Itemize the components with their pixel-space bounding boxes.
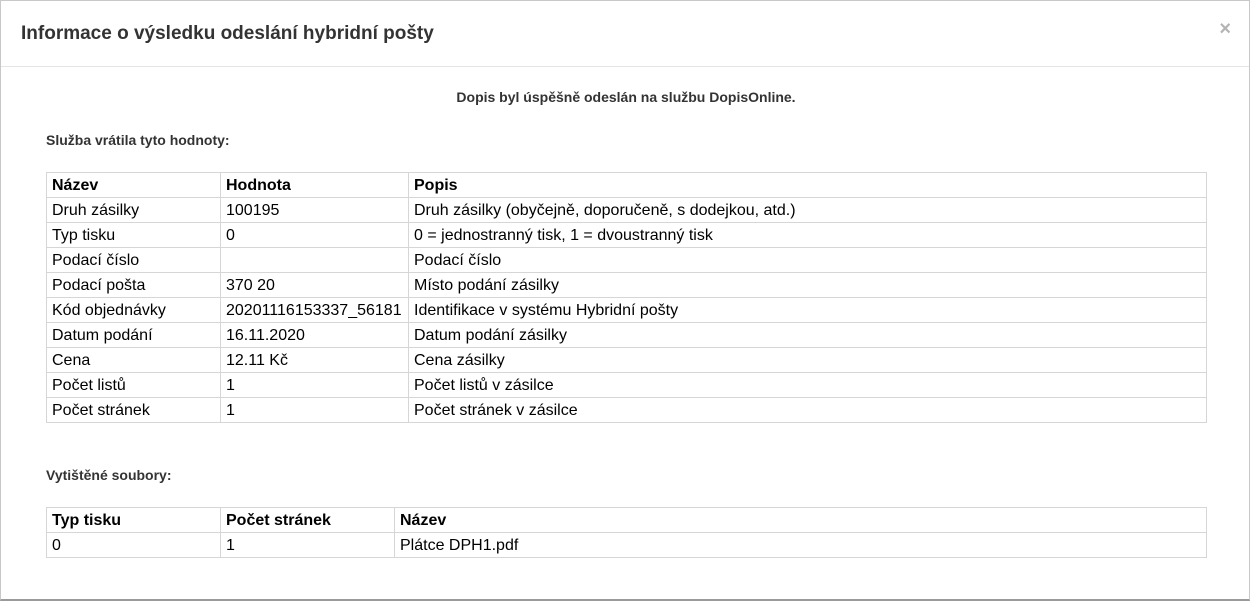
column-header-name: Název xyxy=(47,173,221,198)
cell-description: Počet stránek v zásilce xyxy=(409,398,1207,423)
table-row xyxy=(47,533,1207,558)
cell-value: 1 xyxy=(221,398,409,423)
table-row xyxy=(47,398,1207,423)
cell-name: Počet listů xyxy=(47,373,221,398)
cell-name: Cena xyxy=(47,348,221,373)
cell-name: Typ tisku xyxy=(47,223,221,248)
cell-page-count: 1 xyxy=(221,533,395,558)
column-header-file-name: Název xyxy=(395,508,1207,533)
success-message: Dopis byl úspěšně odeslán na službu DopisOnline. xyxy=(456,89,796,105)
cell-name: Počet stránek xyxy=(47,398,221,423)
cell-file-name: Plátce DPH1.pdf xyxy=(395,533,1207,558)
cell-name: Kód objednávky xyxy=(47,298,221,323)
cell-value xyxy=(221,248,409,273)
cell-value: 1 xyxy=(221,373,409,398)
returned-values-label: Služba vrátila tyto hodnoty: xyxy=(46,132,230,148)
printed-files-table xyxy=(46,507,1207,558)
returned-values-table xyxy=(46,172,1207,423)
table-row xyxy=(47,298,1207,323)
cell-name: Podací číslo xyxy=(47,248,221,273)
cell-description: 0 = jednostranný tisk, 1 = dvoustranný tisk xyxy=(409,223,1207,248)
cell-description: Druh zásilky (obyčejně, doporučeně, s dodejkou, atd.) xyxy=(409,198,1207,223)
cell-print-type: 0 xyxy=(47,533,221,558)
table-row xyxy=(47,248,1207,273)
cell-value: 370 20 xyxy=(221,273,409,298)
close-icon[interactable]: × xyxy=(1219,18,1231,40)
column-header-print-type: Typ tisku xyxy=(47,508,221,533)
cell-value: 20201116153337_56181 xyxy=(221,298,409,323)
table-header-row xyxy=(47,508,1207,533)
dialog-header xyxy=(1,1,1249,67)
table-row xyxy=(47,223,1207,248)
dialog-title: Informace o výsledku odeslání hybridní pošty xyxy=(21,23,434,44)
table-row xyxy=(47,273,1207,298)
cell-description: Cena zásilky xyxy=(409,348,1207,373)
table-row xyxy=(47,198,1207,223)
cell-name: Druh zásilky xyxy=(47,198,221,223)
cell-description: Datum podání zásilky xyxy=(409,323,1207,348)
cell-description: Počet listů v zásilce xyxy=(409,373,1207,398)
table-header-row xyxy=(47,173,1207,198)
cell-name: Podací pošta xyxy=(47,273,221,298)
cell-description: Identifikace v systému Hybridní pošty xyxy=(409,298,1207,323)
printed-files-label: Vytištěné soubory: xyxy=(46,467,172,483)
column-header-page-count: Počet stránek xyxy=(221,508,395,533)
cell-value: 0 xyxy=(221,223,409,248)
cell-value: 100195 xyxy=(221,198,409,223)
cell-description: Místo podání zásilky xyxy=(409,273,1207,298)
table-row xyxy=(47,323,1207,348)
table-row xyxy=(47,348,1207,373)
cell-value: 12.11 Kč xyxy=(221,348,409,373)
cell-description: Podací číslo xyxy=(409,248,1207,273)
column-header-description: Popis xyxy=(409,173,1207,198)
column-header-value: Hodnota xyxy=(221,173,409,198)
cell-name: Datum podání xyxy=(47,323,221,348)
table-row xyxy=(47,373,1207,398)
cell-value: 16.11.2020 xyxy=(221,323,409,348)
